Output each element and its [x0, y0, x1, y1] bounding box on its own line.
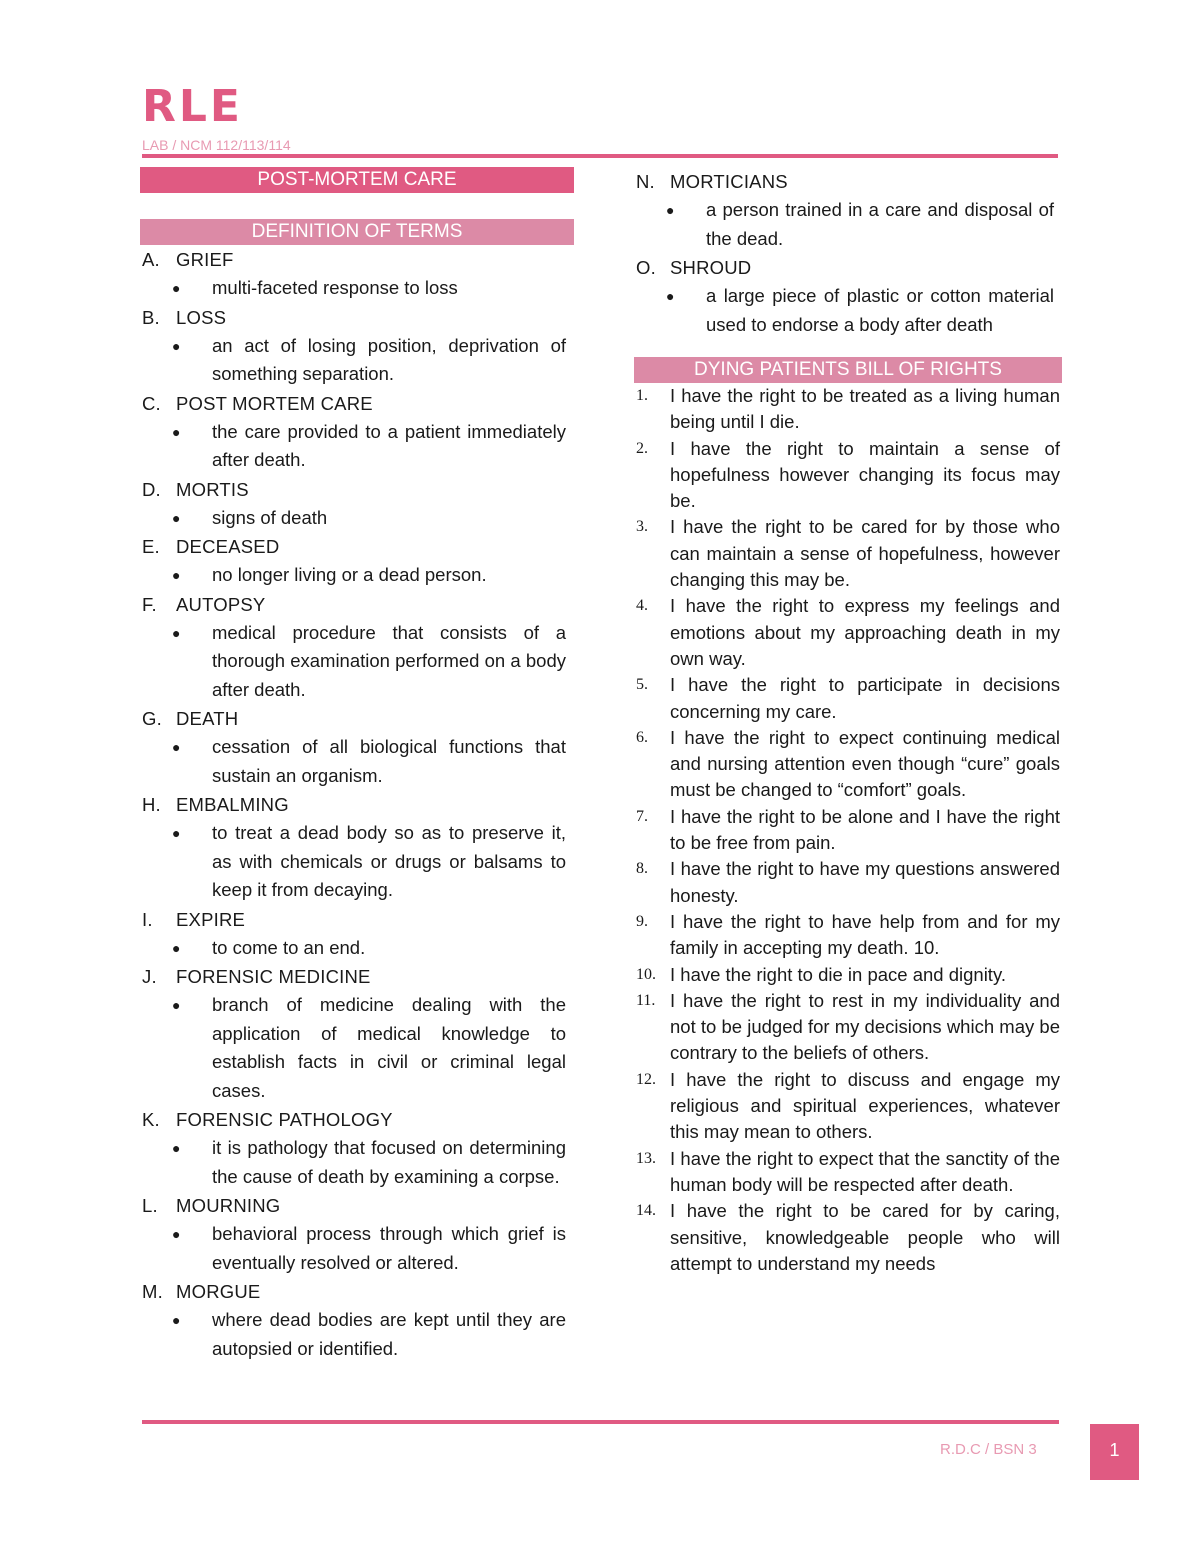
right-number: 8.: [636, 860, 648, 878]
right-text: I have the right to be cared for by those who can maintain a sense of hopefulness, however changing this may be.: [670, 516, 1060, 591]
right-text: I have the right to rest in my individuality and not to be judged for my decisions which may be contrary to the beliefs of others.: [670, 989, 1060, 1064]
term-definition: multi-faceted response to loss: [212, 277, 458, 298]
bullet-icon: ●: [172, 567, 181, 583]
term-name: FORENSIC MEDICINE: [176, 966, 371, 987]
right-item: [634, 1067, 1062, 1146]
term-letter: B.: [142, 306, 160, 328]
term-definition: it is pathology that focused on determining the cause of death by examining a corpse.: [212, 1137, 566, 1187]
right-item: [634, 672, 1062, 725]
right-item: [634, 909, 1062, 962]
term-letter: O.: [636, 257, 656, 278]
right-number: 14.: [636, 1202, 656, 1220]
term-name: AUTOPSY: [176, 593, 266, 615]
term-name: MORTICIANS: [670, 171, 788, 192]
term-name: EXPIRE: [176, 908, 246, 930]
bullet-icon: ●: [172, 509, 181, 526]
term-item: [140, 245, 574, 303]
term-letter: H.: [142, 794, 161, 815]
bullet-icon: ●: [172, 337, 181, 354]
term-name: MOURNING: [176, 1195, 281, 1216]
term-letter: J.: [142, 966, 157, 987]
term-letter: D.: [142, 478, 161, 500]
term-definition: the care provided to a patient immediately after death.: [212, 420, 566, 470]
term-item: [140, 704, 574, 790]
term-letter: E.: [142, 536, 160, 557]
right-number: 12.: [636, 1070, 656, 1088]
term-item: [140, 1277, 574, 1363]
right-item: [634, 383, 1062, 436]
right-text: I have the right to die in pace and dignity.: [670, 963, 1006, 985]
right-text: I have the right to expect continuing medical and nursing attention even though “cure” goals must be changed to “comfort” goals.: [670, 726, 1060, 801]
right-number: 6.: [636, 728, 648, 746]
right-text: I have the right to have help from and for my family in accepting my death. 10.: [670, 910, 1060, 959]
term-item: [140, 962, 574, 1105]
right-number: 4.: [636, 597, 648, 615]
term-item: [140, 389, 574, 475]
bullet-icon: ●: [172, 739, 181, 755]
right-item: [634, 593, 1062, 672]
term-definition: cessation of all biological functions that sustain an organism.: [212, 736, 566, 786]
right-text: I have the right to be treated as a living human being until I die.: [670, 385, 1060, 433]
right-number: 13.: [636, 1149, 656, 1167]
right-item: [634, 1198, 1062, 1277]
bullet-icon: ●: [666, 202, 675, 218]
definition-list-continued: [634, 167, 1062, 339]
right-text: I have the right to have my questions answered honesty.: [670, 858, 1060, 906]
term-item: [634, 253, 1062, 339]
right-number: 2.: [636, 439, 648, 457]
main-heading: POST-MORTEM CARE: [140, 167, 574, 193]
definition-list: [140, 245, 574, 1363]
bullet-icon: ●: [172, 280, 181, 296]
left-column: [140, 167, 574, 1363]
right-item: [634, 1146, 1062, 1199]
right-number: 3.: [636, 518, 648, 536]
right-text: I have the right to participate in decisions concerning my care.: [670, 674, 1060, 722]
term-item: [140, 1105, 574, 1191]
right-number: 7.: [636, 807, 648, 825]
footer-divider: [142, 1420, 1059, 1424]
term-letter: C.: [142, 392, 161, 414]
term-definition: behavioral process through which grief is eventually resolved or altered.: [212, 1223, 566, 1273]
right-item: [634, 804, 1062, 857]
term-definition: a large piece of plastic or cotton material used to endorse a body after death: [706, 285, 1054, 335]
bullet-icon: ●: [172, 423, 181, 440]
header-divider: [142, 154, 1058, 158]
term-name: MORGUE: [176, 1281, 261, 1302]
term-item: [140, 790, 574, 905]
right-item: [634, 856, 1062, 909]
right-number: 5.: [636, 676, 648, 694]
right-text: I have the right to discuss and engage my religious and spiritual experiences, whatever this may mean to others.: [670, 1068, 1060, 1143]
term-name: DEATH: [176, 708, 239, 729]
term-name: MORTIS: [176, 478, 249, 500]
bullet-icon: ●: [172, 997, 181, 1013]
term-letter: M.: [142, 1281, 163, 1302]
term-item: [140, 1191, 574, 1277]
right-text: I have the right to express my feelings and emotions about my approaching death in my own way.: [670, 595, 1060, 669]
bullet-icon: ●: [172, 624, 181, 641]
section-heading-definitions: DEFINITION OF TERMS: [140, 219, 574, 245]
term-definition: signs of death: [212, 506, 328, 528]
term-name: POST MORTEM CARE: [176, 392, 373, 414]
term-letter: I.: [142, 908, 153, 930]
right-item: [634, 725, 1062, 804]
term-item: [140, 475, 574, 533]
right-number: 10.: [636, 965, 656, 983]
right-item: [634, 436, 1062, 515]
term-item: [140, 905, 574, 963]
right-number: 9.: [636, 912, 648, 930]
bullet-icon: ●: [666, 288, 675, 304]
term-item: [140, 532, 574, 590]
term-name: GRIEF: [176, 249, 234, 270]
term-definition: an act of losing position, deprivation of something separation.: [212, 334, 566, 384]
section-heading-bill-of-rights: DYING PATIENTS BILL OF RIGHTS: [634, 357, 1062, 383]
term-definition: to treat a dead body so as to preserve it, as with chemicals or drugs or balsams to keep it from decaying.: [212, 822, 566, 900]
right-text: I have the right to maintain a sense of hopefulness however changing its focus may be.: [670, 437, 1060, 512]
term-definition: medical procedure that consists of a thorough examination performed on a body after death.: [212, 621, 566, 700]
term-letter: A.: [142, 249, 160, 270]
document-subtitle: LAB / NCM 112/113/114: [142, 137, 291, 153]
term-name: DECEASED: [176, 536, 280, 557]
term-definition: a person trained in a care and disposal of the dead.: [706, 199, 1054, 249]
bullet-icon: ●: [172, 825, 181, 841]
term-letter: K.: [142, 1109, 160, 1130]
right-text: I have the right to be cared for by caring, sensitive, knowledgeable people who will attempt to understand my needs: [670, 1200, 1060, 1274]
bullet-icon: ●: [172, 1312, 181, 1328]
term-letter: F.: [142, 593, 157, 615]
term-name: SHROUD: [670, 257, 752, 278]
page-number: 1: [1090, 1424, 1139, 1480]
term-letter: G.: [142, 708, 162, 729]
footer-author: R.D.C / BSN 3: [940, 1441, 1037, 1458]
document-title: RLE: [142, 81, 243, 132]
term-letter: L.: [142, 1195, 158, 1216]
term-definition: to come to an end.: [212, 936, 366, 958]
term-name: EMBALMING: [176, 794, 289, 815]
right-text: I have the right to be alone and I have the right to be free from pain.: [670, 805, 1060, 854]
right-text: I have the right to expect that the sanctity of the human body will be respected after death.: [670, 1147, 1060, 1195]
term-name: LOSS: [176, 306, 227, 328]
term-item: [140, 590, 574, 705]
rights-list: [634, 383, 1062, 1277]
right-number: 11.: [636, 991, 656, 1009]
term-letter: N.: [636, 171, 655, 192]
right-item: [634, 962, 1062, 988]
bullet-icon: ●: [172, 939, 181, 956]
right-column: [634, 167, 1062, 1277]
term-item: [634, 167, 1062, 253]
term-name: FORENSIC PATHOLOGY: [176, 1109, 393, 1130]
right-item: [634, 988, 1062, 1067]
term-definition: branch of medicine dealing with the application of medical knowledge to establish facts in civil or criminal legal cases.: [212, 994, 566, 1101]
term-item: [140, 303, 574, 389]
term-definition: where dead bodies are kept until they are autopsied or identified.: [212, 1309, 566, 1359]
term-definition: no longer living or a dead person.: [212, 564, 487, 585]
bullet-icon: ●: [172, 1226, 181, 1242]
right-number: 1.: [636, 387, 648, 404]
bullet-icon: ●: [172, 1140, 181, 1156]
right-item: [634, 514, 1062, 593]
